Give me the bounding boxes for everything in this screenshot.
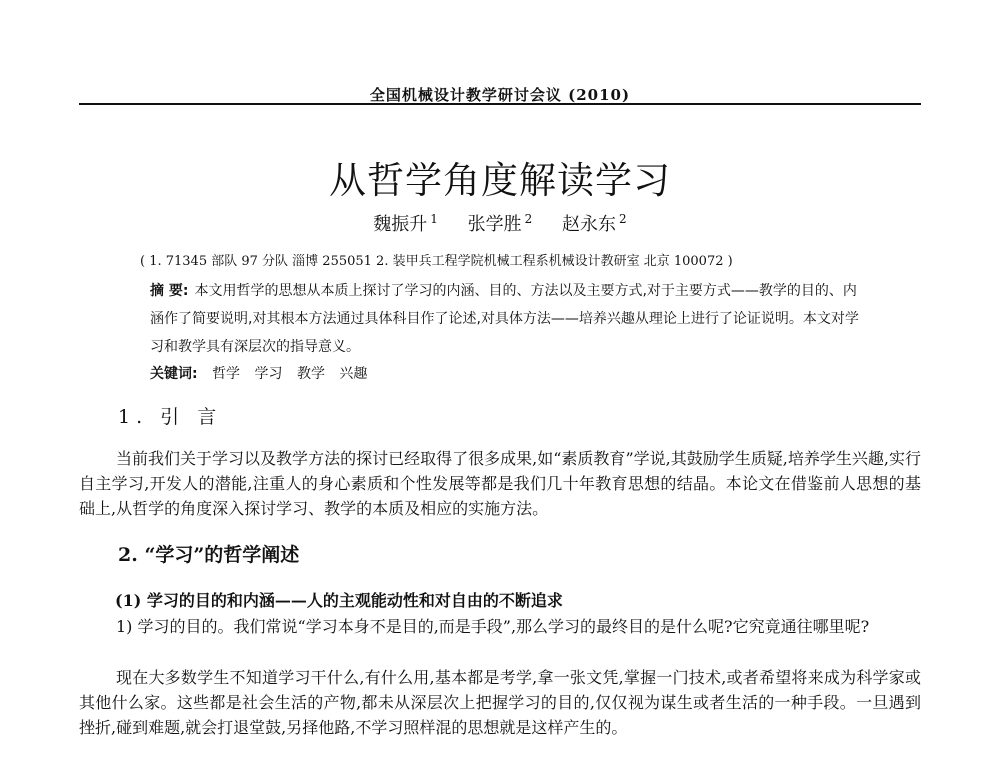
author-3: 赵永东 $^2$ xyxy=(562,212,627,235)
section-2-heading: 2. “学习”的哲学阐述 xyxy=(118,544,300,566)
abstract-label: 摘 要: xyxy=(150,283,189,299)
keywords-label: 关键词: xyxy=(150,366,198,382)
keywords xyxy=(150,363,367,383)
paper-title: 从哲学角度解读学习 xyxy=(329,159,671,202)
affiliation: ( 1. 71345 部队 97 分队 淄博 255051 2. 装甲兵工程学院机械工程系机械设计教研室 北京 100072 ) xyxy=(140,254,733,269)
author-2: 张学胜 $^2$ xyxy=(467,212,533,235)
section-2-paragraph-1: 1) 学习的目的。我们常说“学习本身不是目的,而是手段”,那么学习的最终目的是什么呢?它究竟通往哪里呢? xyxy=(116,617,870,636)
section-1-heading: 1. 引 言 xyxy=(118,406,223,428)
section-2-paragraph-2: 现在大多数学生不知道学习干什么,有什么用,基本都是考学,拿一张文凭,掌握一门技术,或者希望将来成为科学家或其他什么家。这些都是社会生活的产物,都未从深层次上把握学习的目的,仅仅视为谋生或者生活的一种手段。一旦遇到挫折,碰到难题,就会打退堂鼓,另择他路,不学习照样混的思想就是这样产生的。 xyxy=(79,668,921,737)
keywords-text: 哲学 学习 教学 兴趣 xyxy=(212,366,368,382)
author-list xyxy=(79,210,921,236)
header-rule xyxy=(79,103,921,105)
abstract xyxy=(150,277,870,361)
author-1: 魏振升 $^1$ xyxy=(373,212,438,235)
section-1-paragraph: 当前我们关于学习以及教学方法的探讨已经取得了很多成果,如“素质教育”学说,其鼓励学生质疑,培养学生兴趣,实行自主学习,开发人的潜能,注重人的身心素质和个性发展等都是我们几十年教育思想的结晶。本论文在借鉴前人思想的基础上,从哲学的角度深入探讨学习、教学的本质及相应的实施方法。 xyxy=(79,449,921,518)
section-2-subheading: (1) 学习的目的和内涵——人的主观能动性和对自由的不断追求 xyxy=(115,591,563,610)
abstract-text: 本文用哲学的思想从本质上探讨了学习的内涵、目的、方法以及主要方式,对于主要方式——教学的目的、内涵作了简要说明,对其根本方法通过具体科目作了论述,对具体方法——培养兴趣从理论上进行了论证说明。本文对学习和教学具有深层次的指导意义。 xyxy=(150,283,859,355)
running-header: 全国机械设计教学研讨会议 (2010) xyxy=(369,86,631,104)
